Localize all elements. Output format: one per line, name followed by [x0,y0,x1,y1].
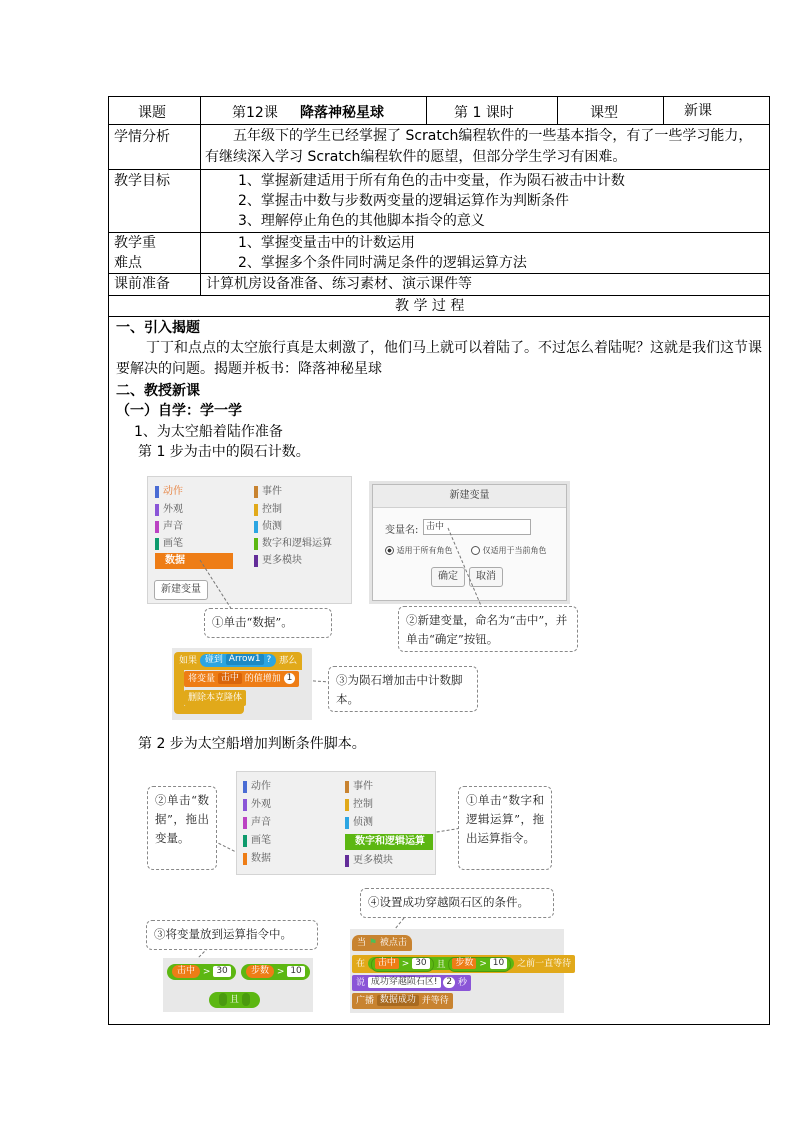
prep-label: 课前准备 [114,276,170,292]
step-1-text: 第 1 步为击中的陨石计数。 [138,444,310,460]
var-name-input[interactable]: 击中 [423,519,531,535]
section-2-item: 1、为太空船着陆作准备 [134,424,283,440]
callout-drag-variable: ②单击“数据”，拖出变量。 [147,786,217,870]
key-label-2: 难点 [114,255,142,271]
callout-hit-count: ③为陨石增加击中计数脚本。 [328,666,478,712]
category-data[interactable]: 数据 [243,852,271,866]
ok-button[interactable]: 确定 [431,567,465,587]
category-more-blocks[interactable]: 更多模块 [254,554,302,568]
category-sensing[interactable]: 侦测 [345,816,373,830]
script-area-1 [172,648,312,720]
key-item: 1、掌握变量击中的计数运用 [238,235,415,251]
goal-item: 2、掌握击中数与步数两变量的逻辑运算作为判断条件 [238,193,569,209]
category-looks[interactable]: 外观 [155,503,183,517]
if-block[interactable]: 如果 碰到 Arrow1 ? 那么 [174,652,302,670]
category-data[interactable]: 数据 [155,553,233,569]
lesson-number: 第12课 [232,105,278,121]
category-sound[interactable]: 声音 [155,520,183,534]
goal-item: 1、掌握新建适用于所有角色的击中变量，作为陨石被击中计数 [238,173,625,189]
category-motion[interactable]: 动作 [155,485,183,499]
radio-all-sprites[interactable]: 适用于所有角色 [385,545,453,556]
delete-clone-block[interactable]: 删除本克隆体 [184,690,246,706]
gt-block-steps[interactable]: 步数 > 10 [241,964,310,980]
var-name-label: 变量名: [385,525,419,536]
operator-blocks-area [163,958,313,1012]
process-title: 教 学 过 程 [395,298,465,314]
palette-panel-2 [236,771,436,875]
category-events[interactable]: 事件 [345,780,373,794]
cancel-button[interactable]: 取消 [469,567,503,587]
touching-block: 碰到 Arrow1 ? [200,654,276,667]
script-area-2 [350,929,572,1013]
category-operators[interactable]: 数字和逻辑运算 [345,834,433,850]
callout-pass-condition: ④设置成功穿越陨石区的条件。 [360,888,554,918]
when-flag-clicked-block[interactable]: 当 ⚑ 被点击 [352,935,412,951]
callout-put-variable: ③将变量放到运算指令中。 [146,920,318,950]
section-2-subtitle: （一）自学：学一学 [116,403,242,419]
and-block[interactable]: 且 [209,992,260,1008]
lesson-period: 第 1 课时 [454,105,514,121]
section-2-title: 二、教授新课 [116,383,200,399]
wait-until-block[interactable]: 在 击中 > 30 且 步数 > 10 之前一直等待 [352,955,575,973]
category-operators[interactable]: 数字和逻辑运算 [254,537,332,551]
analysis-label: 学情分析 [114,129,170,145]
category-sensing[interactable]: 侦测 [254,520,282,534]
flag-icon: ⚑ [368,938,377,948]
broadcast-block[interactable]: 广播 数据成功 并等待 [352,993,453,1009]
category-control[interactable]: 控制 [345,798,373,812]
key-label: 教学重 [114,235,156,251]
prep-text: 计算机房设备准备、练习素材、演示课件等 [206,276,472,292]
category-sound[interactable]: 声音 [243,816,271,830]
analysis-text: 五年级下的学生已经掌握了 Scratch编程软件的一些基本指令，有了一些学习能力，有继续深入学习 Scratch编程软件的愿望，但部分学生学习有困难。 [205,128,753,165]
category-events[interactable]: 事件 [254,485,282,499]
goals-label: 教学目标 [114,173,170,189]
category-looks[interactable]: 外观 [243,798,271,812]
callout-new-variable: ②新建变量，命名为“击中”，并单击“确定”按钮。 [398,606,578,652]
gt-block-hits[interactable]: 击中 > 30 [167,964,236,980]
section-1-text: 丁丁和点点的太空旅行真是太刺激了，他们马上就可以着陆了。不过怎么着陆呢？这就是我们这节课要解决的问题。揭题并板书：降落神秘星球 [116,340,762,377]
category-more-blocks[interactable]: 更多模块 [345,854,393,868]
step-2-text: 第 2 步为太空船增加判断条件脚本。 [138,736,366,752]
change-variable-block[interactable]: 将变量 击中 的值增加 1 [184,671,299,687]
type-value: 新课 [684,103,712,119]
dialog-title: 新建变量 [373,485,566,508]
say-block[interactable]: 说 成功穿越陨石区! 2 秒 [352,975,471,991]
category-control[interactable]: 控制 [254,503,282,517]
key-item: 2、掌握多个条件同时满足条件的逻辑运算方法 [238,255,527,271]
type-label: 课型 [590,105,618,121]
new-variable-button[interactable]: 新建变量 [154,580,208,600]
category-motion[interactable]: 动作 [243,780,271,794]
topic-label: 课题 [138,105,166,121]
callout-drag-operator: ①单击“数字和逻辑运算”，拖出运算指令。 [458,786,552,870]
section-1-title: 一、引入揭题 [116,320,200,336]
radio-this-sprite[interactable]: 仅适用于当前角色 [471,545,547,556]
callout-click-data: ①单击“数据”。 [204,608,332,638]
category-pen[interactable]: 画笔 [155,537,183,551]
goal-item: 3、理解停止角色的其他脚本指令的意义 [238,213,485,229]
lesson-title: 降落神秘星球 [300,105,384,121]
category-pen[interactable]: 画笔 [243,834,271,848]
